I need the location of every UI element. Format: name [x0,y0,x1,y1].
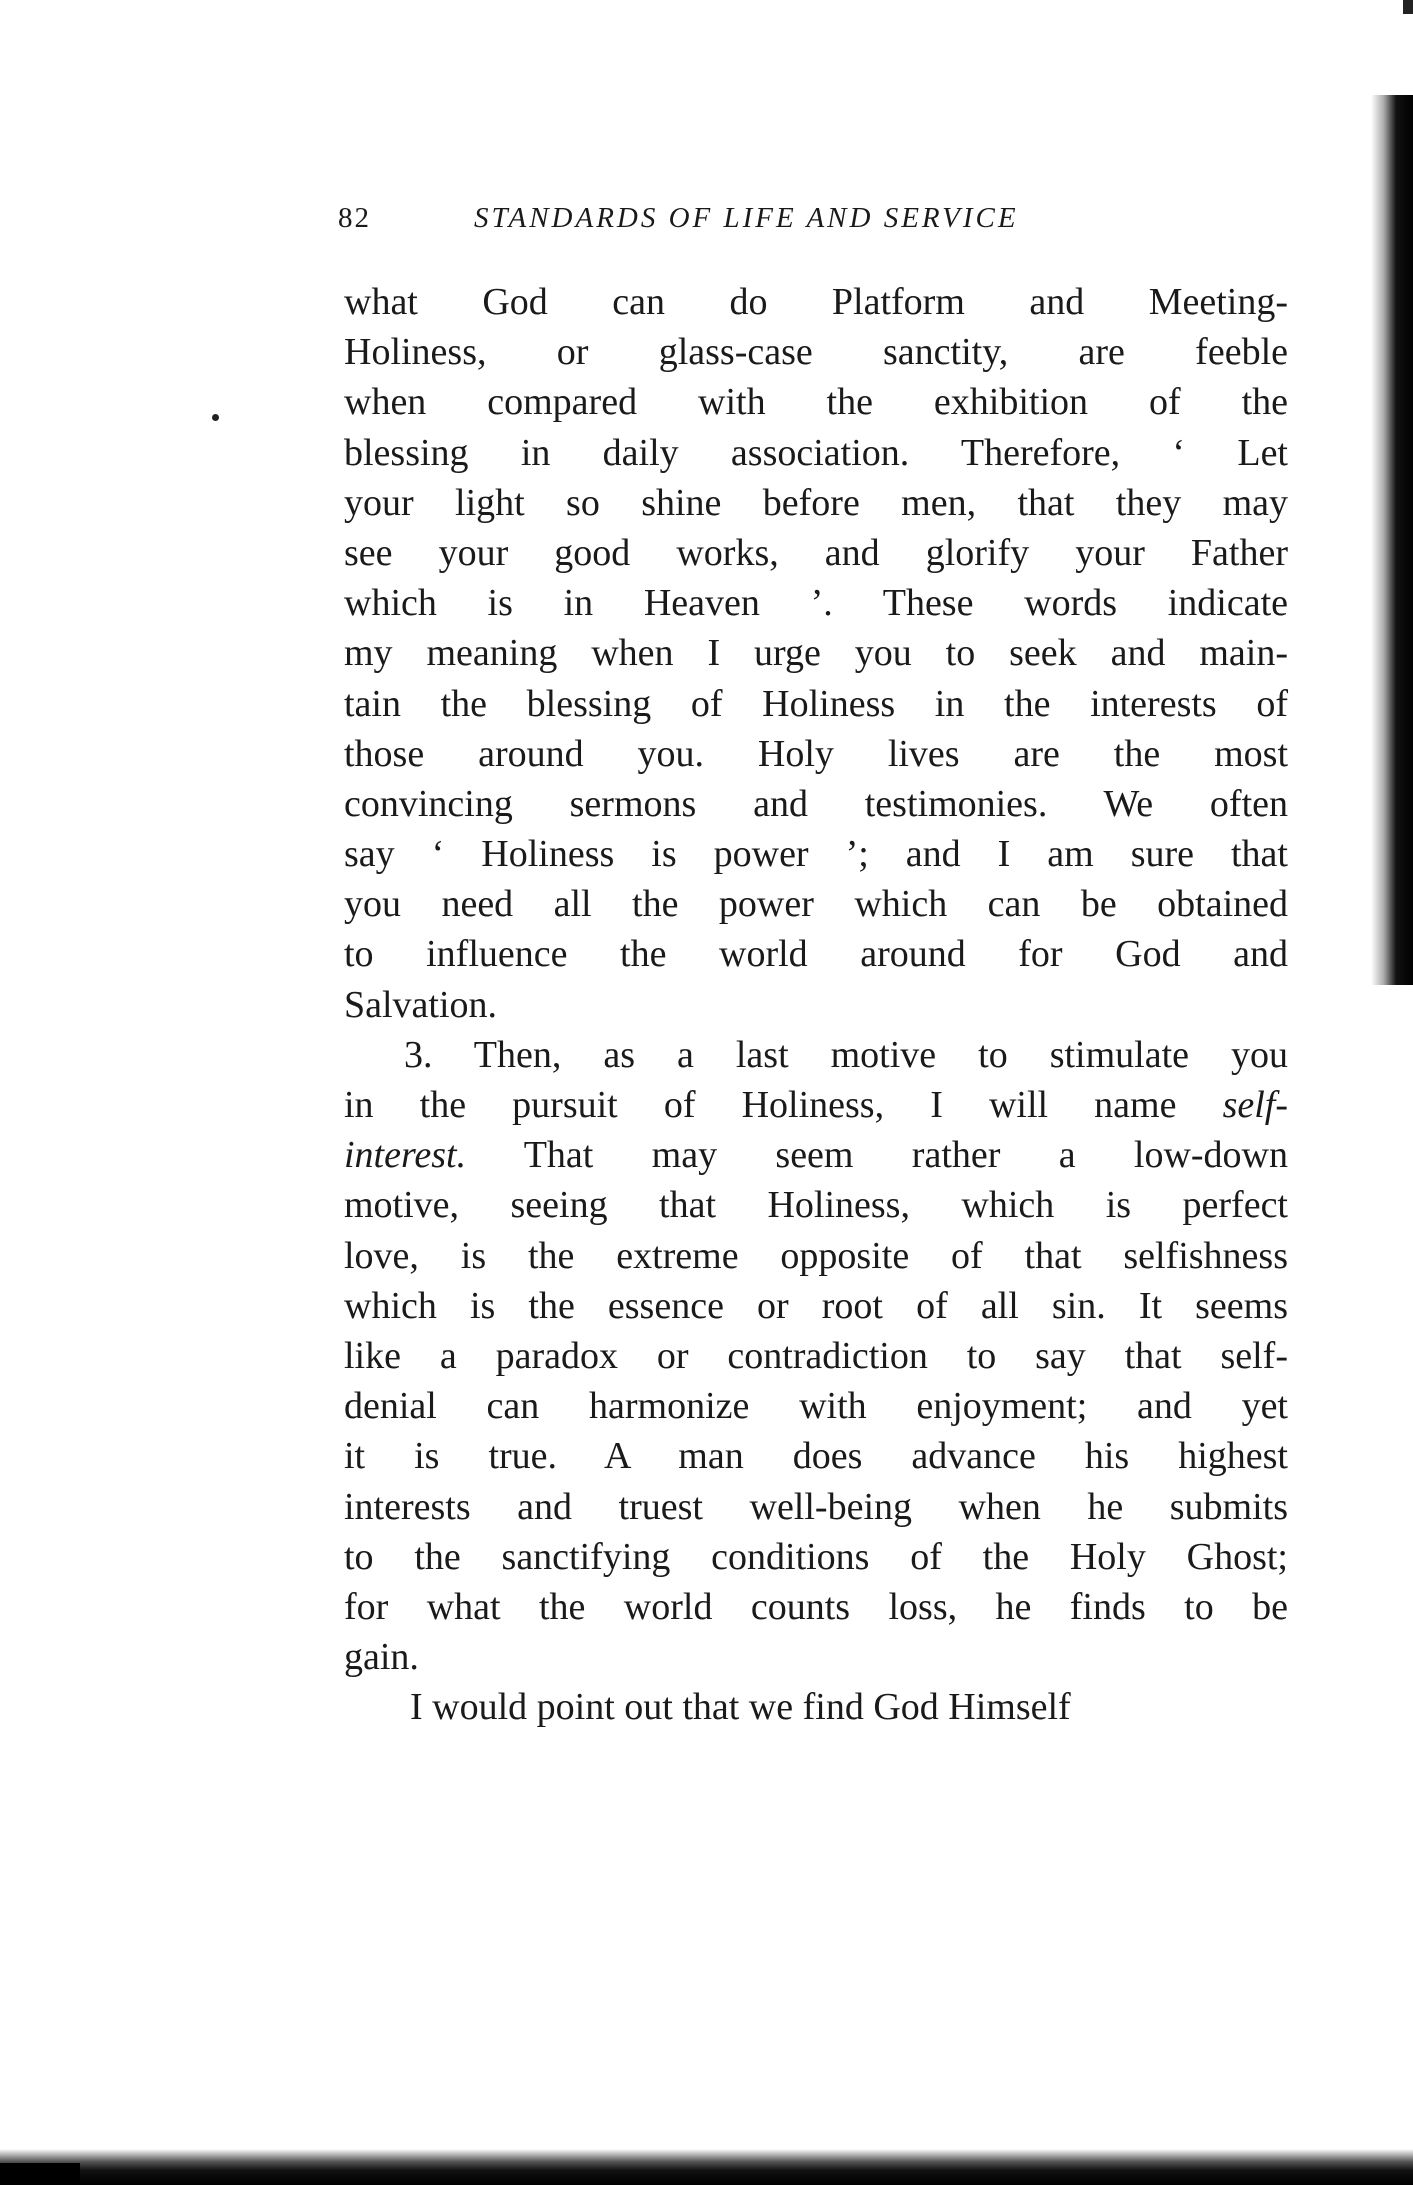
paragraph-start-line: 3. Then, as a last motive to stimulate you [404,1033,1288,1076]
running-title: STANDARDS OF LIFE AND SERVICE [474,202,1019,234]
text-line: you need all the power which can be obtained [344,883,1288,926]
text-line: love, is the extreme opposite of that selfishness [344,1234,1288,1277]
text-line: say ‘ Holiness is power ’; and I am sure that [344,833,1288,876]
text-line: blessing in daily association. Therefore, ‘ Let [344,431,1288,474]
text-line: it is true. A man does advance his highest [344,1435,1288,1478]
text-run: in the pursuit of Holiness, I will name [344,1084,1223,1126]
paragraph-start-line: I would point out that we find God Himself [410,1686,1071,1729]
text-line: for what the world counts loss, he finds to be [344,1585,1288,1628]
text-line: when compared with the exhibition of the [344,381,1288,424]
text-line: what God can do Platform and Meeting- [344,281,1288,323]
italic-text: self- [1222,1084,1288,1126]
scan-bottom-edge [0,2149,1413,2185]
scan-corner-mark [1403,0,1413,14]
text-line: Holiness, or glass-case sanctity, are feeble [344,331,1288,374]
text-line: see your good works, and glorify your Father [344,531,1288,574]
ink-speck [212,414,219,421]
text-line: gain. [344,1636,419,1679]
text-line: to the sanctifying conditions of the Holy Ghost; [344,1535,1288,1578]
text-line: which is in Heaven ’. These words indicate [344,582,1288,625]
text-line: convincing sermons and testimonies. We often [344,782,1288,825]
text-line: which is the essence or root of all sin. It seems [344,1284,1288,1327]
text-line [344,1080,1288,1130]
text-line: Salvation. [344,983,498,1026]
scan-right-edge [1371,95,1413,985]
running-head [338,202,1278,242]
scan-bottom-left-mark [0,2163,80,2185]
text-line: to influence the world around for God and [344,933,1288,976]
text-line [344,1130,1288,1180]
text-line: denial can harmonize with enjoyment; and yet [344,1385,1288,1428]
page-number: 82 [338,202,371,234]
text-line: tain the blessing of Holiness in the interests of [344,682,1288,725]
body-text [344,277,1288,1732]
text-line: motive, seeing that Holiness, which is perfect [344,1184,1288,1227]
text-line: your light so shine before men, that they may [344,481,1288,524]
italic-text: interest. [344,1134,467,1177]
text-line: interests and truest well-being when he submits [344,1485,1288,1528]
text-run: That may seem rather a low-down [466,1134,1288,1177]
text-line: those around you. Holy lives are the most [344,732,1288,775]
text-line: like a paradox or contradiction to say that self- [344,1334,1288,1377]
text-line: my meaning when I urge you to seek and main- [344,632,1288,675]
